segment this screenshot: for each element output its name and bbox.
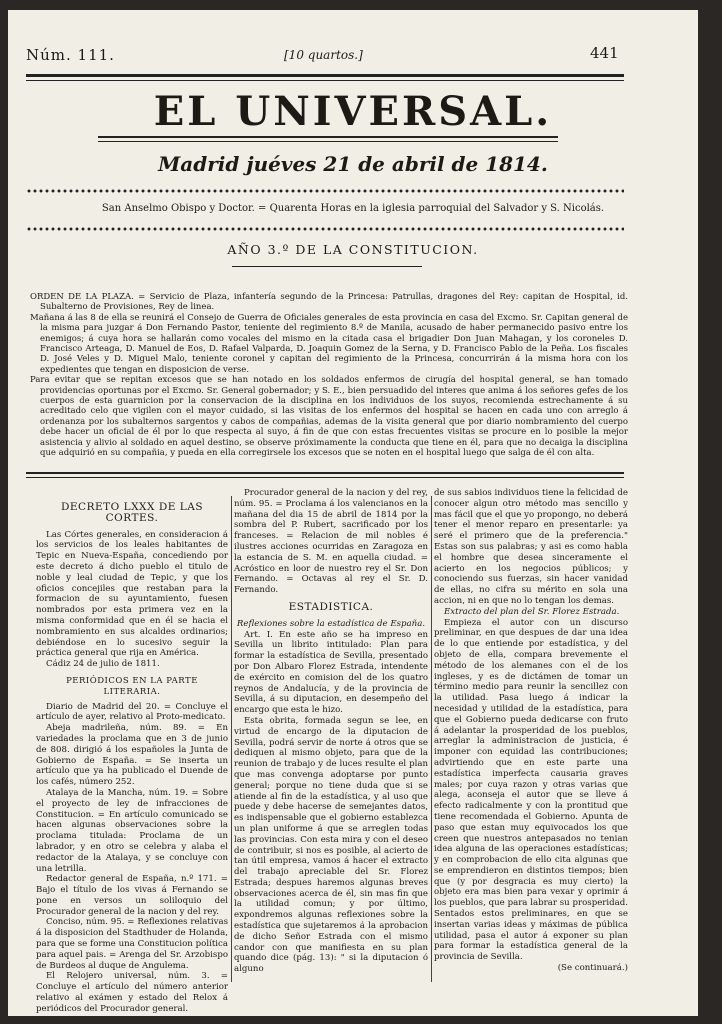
decree-paragraph: Las Córtes generales, en consideracion á los servicios de los leales habitantes de Tepic en Nueva-España, concediendo por este decreto á dicho pueblo el titulo de noble y leal ciudad de Tepic, y que los oficios concejiles que restaban para la formacion de su ayuntamiento, fuesen nombrados por esta primera vez en la misma conformidad que en él se hacia el nombramiento en sus alcaldes ordinarios; debiéndose en lo sucesivo seguir la práctica general que rija en América.: [36, 529, 228, 659]
statistics-paragraph: Esta obrita, formada segun se lee, en virtud de encargo de la diputacion de Sevilla, podrá servir de norte á otros que se dediquen al mismo objeto, para que de la reunion de trabajo y de luces resulte el plan que mas convenga adoptarse por punto general; porque no tiene duda que si se atiende al fin de la estadística, y al uso que puede y debe hacerse de semejantes datos, es indispensable que el gobierno establezca un plan uniforme á que se arreglen todas las provincias. Con esta mira y con el deseo de contribuir, si nos es posible, al acierto de tan útil empresa, vamos á hacer el extracto del trabajo apreciable del Sr. Florez Estrada; despues haremos algunas breves observaciones acerca de él, sin mas fin que la utilidad comun; y por último, expondremos algunas reflexiones sobre la estadística que sujetaremos á la aprobacion de dicho Señor Estrada con el mismo candor con que manifiesta en su plan quando dice (pág. 13): " si la diputacion ó alguno: [234, 715, 428, 975]
year-rule: [232, 266, 422, 267]
ornament-rule: [26, 226, 624, 232]
decree-date: Cádiz 24 de julio de 1811.: [46, 659, 160, 670]
issue-number: Núm. 111.: [26, 46, 115, 64]
column-decree: [36, 496, 228, 1015]
statistics-heading: ESTADISTICA.: [288, 600, 374, 613]
procurador-item: Procurador general de la nacion y del rey, núm. 95. = Proclama á los valencianos en la mañana del dia 15 de abril de 1814 por la sombra del P. Rubert, sacrificado por los franceses. = Relacion de mil nobles é ilustres acciones ocurridas en Zaragoza en la estancia de S. M. en aquella ciudad. = Acróstico en loor de nuestro rey el Sr. Don Fernando. = Octavas al rey el Sr. D. Fernando.: [234, 488, 428, 596]
statistics-subtitle: Reflexiones sobre la estadística de España.: [236, 618, 426, 629]
page-number: 441: [590, 44, 619, 62]
section-rule: [26, 472, 624, 474]
periodicals-heading: PERIÓDICOS EN LA PARTE LITERARIA.: [66, 675, 198, 697]
plaza-paragraph: Mañana á las 8 de ella se reunirá el Consejo de Guerra de Oficiales generales de esta provincia en casa del Excmo. Sr. Capitan general de la misma para juzgar á Don Fernando Pastor, teniente del regimiento 8.º de Manila, acusado de haber permanecido pasivo entre los enemigos; á cuya hora se hallarán como vocales del mismo en la citada casa el brigadier Don Juan Mahagan, y los coroneles D. Francisco Arteaga, D. Manuel de Eos, D. Rafael Valparda, D. Joaquin Gomez de la Serna, y D. Francisco Pablo de la Peña. Los fiscales D. José Veles y D. Miguel Malo, teniente coronel y capitan del regimiento de la Princesa, concurrirán á la misma hora con los expedientes que tengan en disposicion de verse.: [30, 312, 628, 375]
year-line: AÑO 3.º DE LA CONSTITUCION.: [227, 242, 479, 257]
header-rule-thin: [26, 80, 624, 81]
statistics-paragraph: Art. I. En este año se ha impreso en Sevilla un librito intitulado: Plan para formar la estadística de Sevilla, presentado por Don Albaro Florez Estrada, intendente de exército en comision del de los quatro reynos de Andalucía, y de la provincia de Sevilla, á su diputacion, en desempeño del encargo que esta le hizo.: [234, 629, 428, 716]
masthead-rule: [98, 136, 558, 138]
continued-note: (Se continuará.): [557, 963, 628, 974]
plaza-paragraph: ORDEN DE LA PLAZA. = Servicio de Plaza, infantería segundo de la Princesa: Patrullas, dragones del Rey: capitan de Hospital, id. Subalterno de Provisiones, Rey de linea.: [30, 292, 628, 313]
section-rule-thin: [26, 477, 624, 478]
periodical-item: Conciso, núm. 95. = Reflexiones relativas á la disposicion del Stadthuder de Holanda, para que se forme una Constitucion política para aquel pais. = Arenga del Sr. Arzobispo de Burdeos al duque de Angulema.: [36, 917, 228, 971]
dateline: Madrid juéves 21 de abril de 1814.: [158, 152, 548, 176]
header-rule: [26, 74, 624, 77]
extract-heading: Extracto del plan del Sr. Florez Estrada.: [444, 606, 620, 617]
continuation-paragraph: Empieza el autor con un discurso preliminar, en que despues de dar una idea de lo que entiende por estadística, y del objeto de ella, compara brevemente el método de los alemanes con el de los ingleses, y es de dictámen de tomar un término medio para reunir la sencillez con la utilidad. Pasa luego á indicar la necesidad y utilidad de la estadística, para que el Gobierno pueda dedicarse con fruto á adelantar la prosperidad de los pueblos, arreglar la administracion de justicia, é imponer con equidad las contribuciones; advirtiendo que en este parte una estadística imperfecta causaria graves males; por cuya razon y otras varias que alega, aconseja el autor que se lleve á efecto radicalmente y con la prontitud que tiene recomendada el Gobierno. Apunta de paso que estan muy equivocados los que creen que nuestros antepasados no tenian idea alguna de las operaciones estadísticas; y en comprobacion de ello cita algunas que se emprendieron en distintos tiempos; bien que (y por desgracia es muy cierto) la objeto era mas bien para vexar y oprimir á los pueblos, que para labrar su prosperidad. Sentados estos preliminares, en que se insertan varias ideas y máximas de pública utilidad, pasa el autor á exponer su plan para formar la estadística general de la provincia de Sevilla.: [434, 617, 628, 963]
column-rule: [231, 496, 232, 982]
plaza-paragraph: Para evitar que se repitan excesos que se han notado en los soldados enfermos de cirugía del hospital general, se han tomado providencias oportunas por el Excmo. Sr. General gobernador; y S. E., bien persuadido del interes que anima á los señores gefes de los cuerpos de esta guarnicion por la conservacion de la disciplina en los individuos de los suyos, recomienda estrechamente á su acreditado celo que vigilen con el mayor cuidado, si las visitas de los enfermos del hospital se hacen en cada uno con arreglo á ordenanza por los subalternos sargentos y cabos de compañias, ademas de la visita general que por diario nombramiento del cuerpo debe hacer un oficial de él por lo que respecta al suyo, á fin de que con estas frecuentes visitas se procure en lo posible la mejor asistencia y alivio al soldado en aquel destino, se observe próximamente la conducta que tiene en él, para que no decaiga la disciplina que adquirió en su compañia, y pueda en ella corregirsele los excesos que se noten en el hospital luego que salga de él con alta.: [30, 375, 628, 459]
saints-line: San Anselmo Obispo y Doctor. = Quarenta Horas en la iglesia parroquial del Salvador y S. Nicolás.: [101, 203, 605, 214]
periodical-item: Abeja madrileña, núm. 89. = En variedades la proclama que en 3 de junio de 808. dirigió á los españoles la Junta de Gobierno de España. = Se inserta un artículo que ya ha publicado el Duende de los cafés, número 252.: [36, 723, 228, 788]
ornament-rule: [26, 188, 624, 194]
newspaper-page: [8, 10, 698, 1016]
periodical-item: Redactor general de España, n.º 171. = Bajo el título de los vivas á Fernando se pone en versos un soliloquio del Procurador general de la nacion y del rey.: [36, 874, 228, 917]
column-continuation: [434, 488, 628, 974]
masthead-rule-thin: [98, 141, 558, 142]
column-rule: [431, 496, 432, 982]
continuation-paragraph: de sus sabios individuos tiene la felicidad de conocer algun otro método mas sencillo y mas fácil que el que yo propongo, no deberá tener el menor reparo en presentarle: ya seré el primero que de la preferencia." Estas son sus palabras; y asi es como habla el hombre que desea sinceramente el acierto en los negocios públicos; y conociendo sus fuerzas, sin hacer vanidad de ellas, no cifra su mérito en sola una accion, ni en que no lo tengan los demas.: [434, 488, 629, 606]
plaza-orders: [30, 292, 628, 459]
periodical-item: El Relojero universal, núm. 3. = Concluye el artículo del número anterior relativo al exámen y estado del Relox á periódicos del Procurador general.: [36, 971, 228, 1014]
periodical-item: Diario de Madrid del 20. = Concluye el artículo de ayer, relativo al Proto-medicato.: [36, 701, 228, 723]
price: [10 quartos.]: [284, 48, 363, 62]
decree-heading: DECRETO LXXX DE LAS CORTES.: [60, 501, 204, 524]
masthead: EL UNIVERSAL.: [153, 88, 553, 135]
periodical-item: Atalaya de la Mancha, núm. 19. = Sobre el proyecto de ley de infracciones de Constitucion. = En artículo comunicado se hacen algunas observaciones sobre la proclama titulada: Proclama de un labrador, y en otro se celebra y alaba el redactor de la Atalaya, y se concluye con una letrilla.: [36, 787, 228, 874]
column-statistics: [234, 488, 428, 975]
